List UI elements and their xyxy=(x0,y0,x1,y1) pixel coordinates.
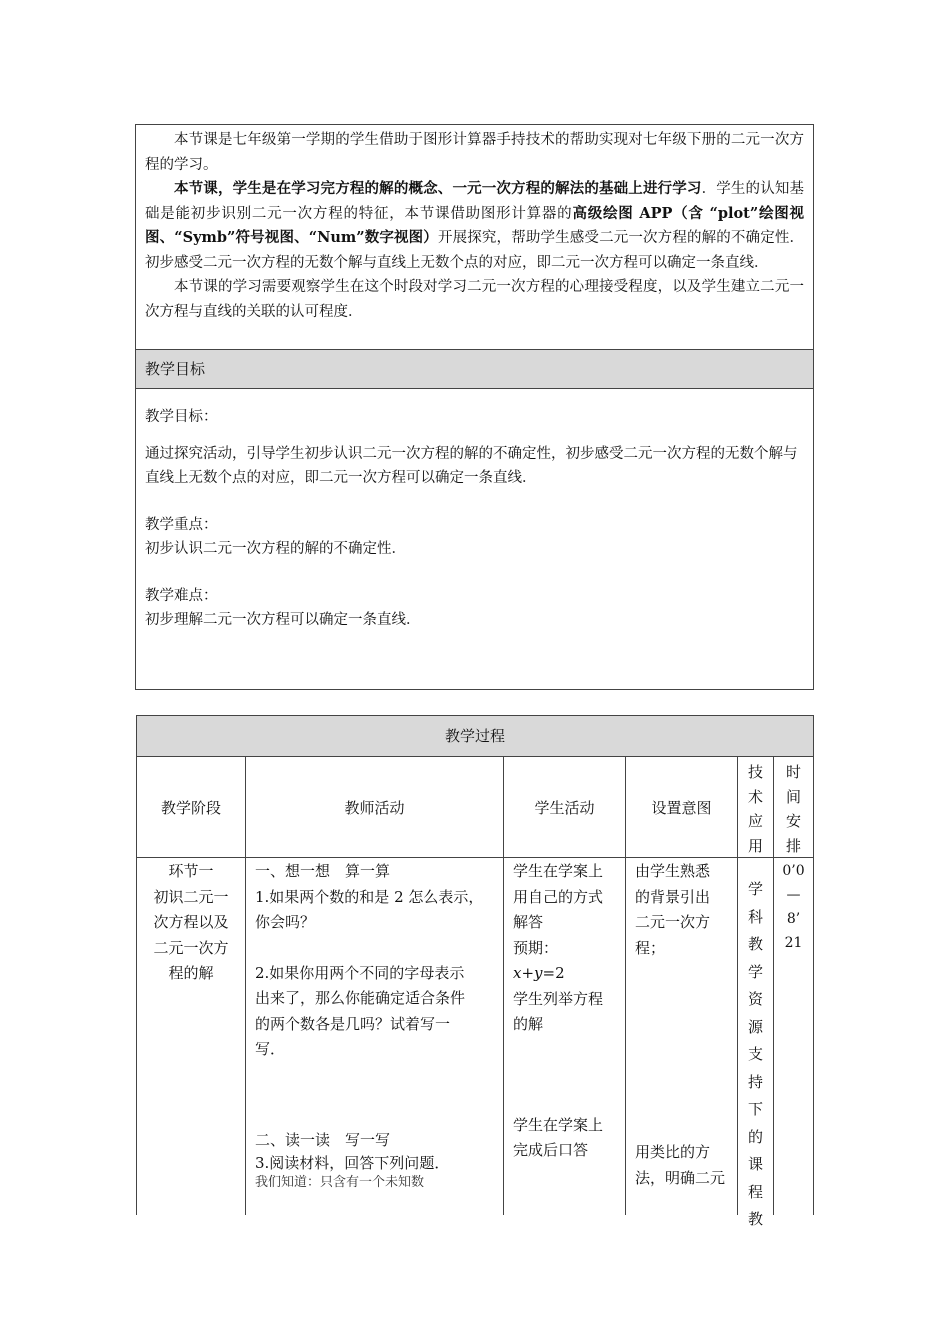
stage-line: 程的解 xyxy=(168,964,214,982)
time-line: — xyxy=(786,887,801,903)
tech-char: 持 xyxy=(747,1072,763,1091)
column-header-purpose: 设置意图 xyxy=(651,799,712,817)
tech-char: 源 xyxy=(747,1017,763,1036)
time-line: 21 xyxy=(784,935,803,951)
purpose-line: 法，明确二元 xyxy=(635,1168,726,1187)
header-char: 应 xyxy=(747,812,763,830)
student-line: 预期： xyxy=(513,938,559,957)
teacher-question-line: 的两个数各是几吗？试着写一 xyxy=(255,1014,451,1033)
column-header-time xyxy=(774,757,813,858)
equation-var: x xyxy=(513,964,522,982)
process-header: 教学过程 xyxy=(137,716,813,757)
goal-label: 教学目标： xyxy=(145,409,218,425)
intro-bold-2: 高级绘图 APP（含 “plot”绘图视图、“Symb”符号视图、“Num”数字视图） xyxy=(145,204,804,246)
column-header-stage: 教学阶段 xyxy=(160,799,221,817)
key-point-text: 初步认识二元一次方程的解的不确定性． xyxy=(145,541,406,557)
column-header-teacher: 教师活动 xyxy=(344,799,405,817)
stage-line: 次方程以及 xyxy=(153,913,229,931)
lesson-intro xyxy=(136,125,813,349)
key-point-label: 教学重点： xyxy=(145,516,218,533)
goals-header: 教学目标 xyxy=(136,349,813,389)
header-char: 时 xyxy=(785,763,801,781)
teacher-question-line: 出来了，那么你能确定适合条件 xyxy=(255,989,466,1007)
student-line: 学生在学案上 xyxy=(513,1115,604,1134)
difficult-point-label: 教学难点： xyxy=(145,587,218,604)
student-line: 解答 xyxy=(513,913,544,931)
student-line: 学生列举方程 xyxy=(513,989,604,1008)
tech-cell xyxy=(738,876,773,1234)
teacher-question-line: 3.阅读材料，回答下列问题． xyxy=(255,1154,450,1172)
purpose-line: 二元一次方 xyxy=(635,913,711,931)
tech-char: 科 xyxy=(747,907,763,926)
student-line: 用自己的方式 xyxy=(513,887,604,906)
purpose-line: 程； xyxy=(635,938,666,957)
goals-body xyxy=(136,389,813,689)
time-cell xyxy=(774,859,813,955)
intro-bold-1: 本节课，学生是在学习完方程的解的概念、一元一次方程的解法的基础上进行学习 xyxy=(174,180,702,197)
time-line: 8’ xyxy=(786,911,801,927)
purpose-line: 由学生熟悉 xyxy=(635,862,711,880)
intro-paragraph-3: 本节课的学习需要观察学生在这个时段对学习二元一次方程的心理接受程度，以及学生建立二元一次方程与直线的关联的认可程度． xyxy=(145,279,804,320)
column-header-tech xyxy=(738,757,773,858)
time-line: 0’0 xyxy=(782,863,805,879)
teacher-activity-cell xyxy=(255,859,499,1192)
intro-paragraph-1: 本节课是七年级第一学期的学生借助于图形计算器手持技术的帮助实现对七年级下册的二元一次方程的学习。 xyxy=(145,132,804,173)
process-table xyxy=(136,715,814,1228)
tech-char: 教 xyxy=(747,935,763,953)
student-line: 完成后口答 xyxy=(513,1141,589,1159)
equation-rest: =2 xyxy=(542,964,565,982)
stage-line: 环节一 xyxy=(168,862,214,880)
header-char: 安 xyxy=(785,812,801,830)
stage-line: 初识二元一 xyxy=(153,887,229,906)
tech-char: 资 xyxy=(747,990,763,1008)
student-activity-cell xyxy=(513,859,623,1164)
tech-char: 程 xyxy=(747,1182,763,1201)
equation-op: + xyxy=(521,964,535,982)
equation-var: y xyxy=(534,964,543,982)
purpose-line: 的背景引出 xyxy=(635,887,711,906)
stage-cell xyxy=(141,859,241,987)
tech-char: 支 xyxy=(747,1045,763,1063)
intro-text-a: ．学生的认知基础是能初步识别二元一次方程的特征，本节课借助图形计算器的 xyxy=(145,181,805,222)
header-char: 间 xyxy=(785,787,801,806)
intro-paragraph-2 xyxy=(145,177,804,275)
handwritten-material: 我们知道：只含有一个未知数 xyxy=(255,1175,425,1190)
goal-text: 通过探究活动，引导学生初步认识二元一次方程的解的不确定性，初步感受二元一次方程的无数个解与直线上无数个点的对应，即二元一次方程可以确定一条直线． xyxy=(145,445,798,486)
intro-goals-box xyxy=(135,124,814,690)
student-line: 的解 xyxy=(513,1015,544,1033)
tech-char: 课 xyxy=(747,1155,763,1173)
teacher-question-line: 你会吗？ xyxy=(255,913,316,931)
student-line: 学生在学案上 xyxy=(513,862,604,880)
teacher-section-title: 二、读一读 写一写 xyxy=(255,1130,391,1149)
tech-char: 的 xyxy=(747,1127,763,1146)
tech-char: 下 xyxy=(747,1100,763,1118)
teacher-section-title: 一、想一想 算一算 xyxy=(255,862,391,880)
teacher-question-line: 1.如果两个数的和是 2 怎么表示， xyxy=(255,887,484,906)
purpose-line: 用类比的方 xyxy=(635,1143,711,1161)
student-equation xyxy=(513,961,623,987)
teacher-question-line: 2.如果你用两个不同的字母表示 xyxy=(255,963,465,982)
intro-text-b: 开展探究，帮助学生感受二元一次方程的解的不确定性．初步感受二元一次方程的无数个解与直线上无数个点的对应，即二元一次方程可以确定一条直线． xyxy=(145,230,804,271)
column-header-student: 学生活动 xyxy=(534,799,595,817)
difficult-point-text: 初步理解二元一次方程可以确定一条直线． xyxy=(145,612,421,628)
tech-char: 学 xyxy=(747,880,763,898)
teacher-question-line: 写． xyxy=(255,1040,286,1058)
stage-line: 二元一次方 xyxy=(153,938,229,957)
header-char: 排 xyxy=(785,836,801,855)
header-char: 技 xyxy=(747,763,763,781)
tech-char: 教 xyxy=(747,1210,763,1228)
purpose-cell xyxy=(635,859,735,1191)
header-char: 术 xyxy=(747,787,763,806)
tech-char: 学 xyxy=(747,962,763,981)
header-char: 用 xyxy=(747,836,763,855)
